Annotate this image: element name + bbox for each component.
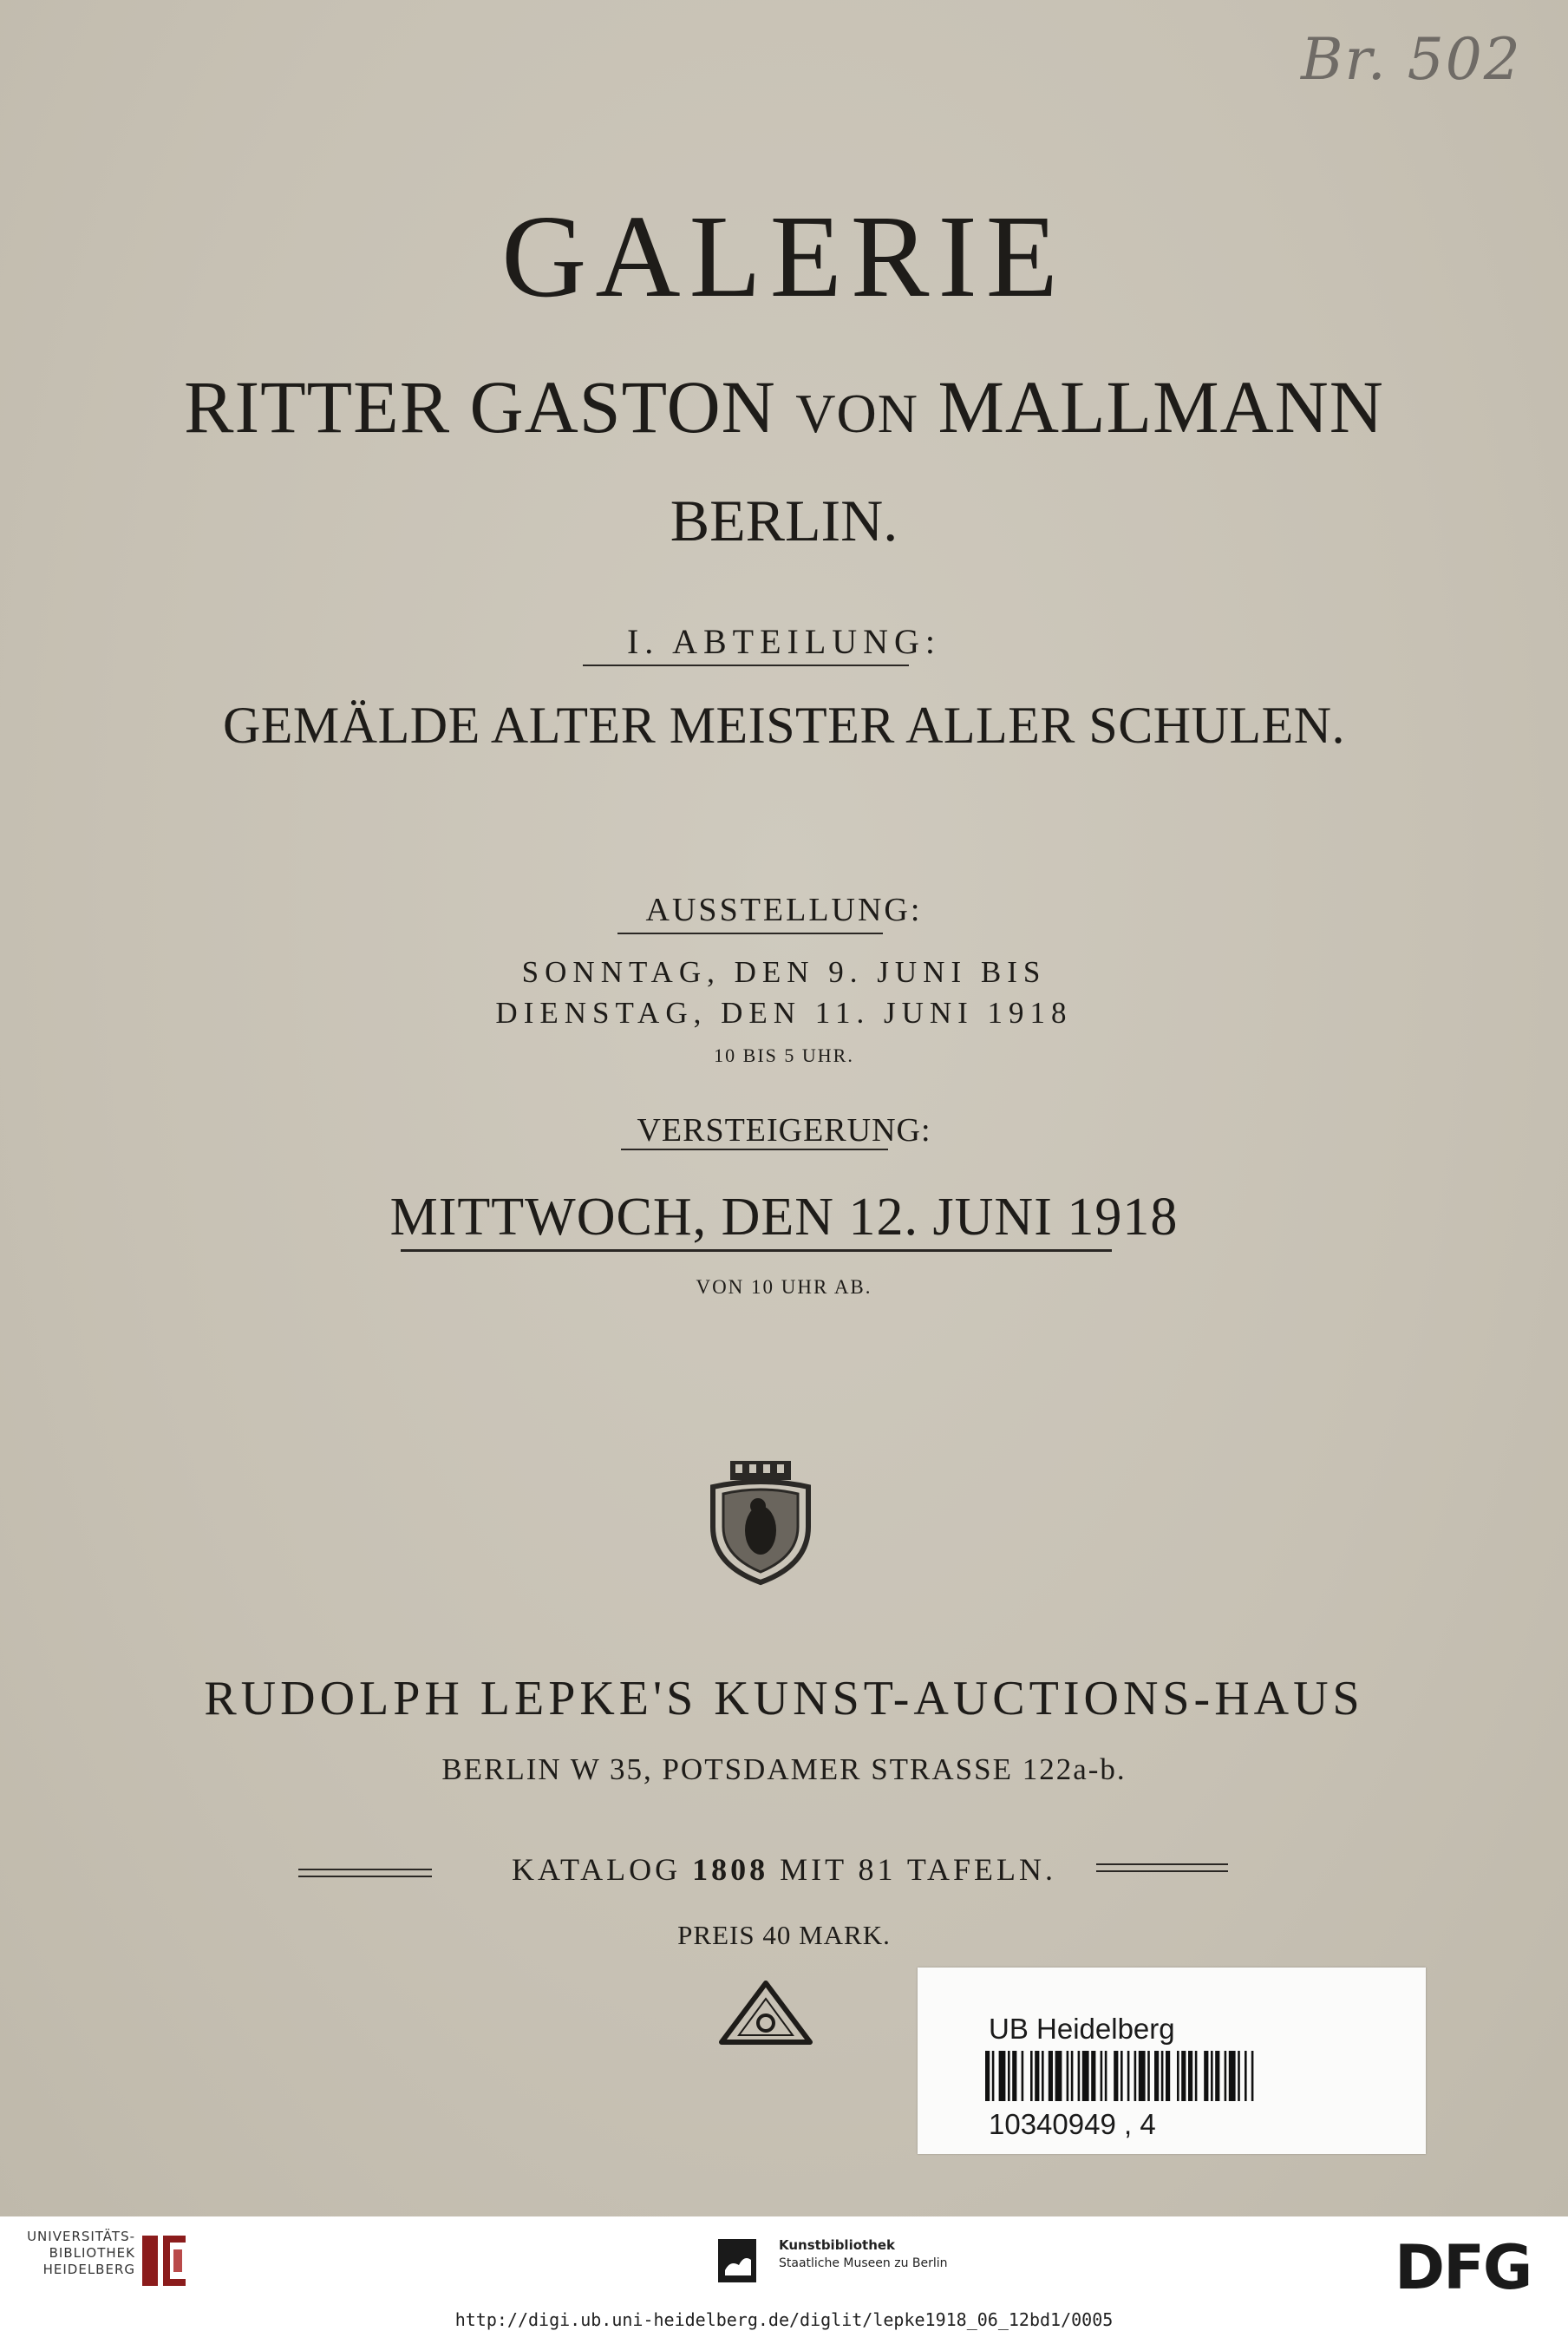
collector-name-von: VON	[795, 383, 918, 444]
kunstbibliothek-subtitle: Staatliche Museen zu Berlin	[779, 2256, 948, 2270]
exhibition-date-end: DIENSTAG, DEN 11. JUNI 1918	[495, 996, 1073, 1030]
auction-house-name: RUDOLPH LEPKE'S KUNST-AUCTIONS-HAUS	[204, 1672, 1364, 1725]
auction-date-underline	[401, 1249, 1112, 1252]
digitization-footer	[0, 2216, 1568, 2308]
collector-name-part2: MALLMANN	[938, 365, 1384, 449]
ub-logo-line2: BIBLIOTHEK	[49, 2245, 135, 2261]
kunstbibliothek-logo-icon	[718, 2239, 756, 2282]
auction-label-underline	[621, 1149, 888, 1150]
collector-name	[0, 365, 1568, 449]
barcode-icon	[985, 2051, 1363, 2101]
catalog-info	[0, 1854, 1568, 1885]
page-title: GALERIE	[501, 192, 1067, 322]
kunstbibliothek-name: Kunstbibliothek	[779, 2237, 896, 2253]
triangle-circle-mark-icon	[718, 1980, 813, 2046]
collector-city: BERLIN.	[670, 488, 898, 553]
exhibition-date-start: SONNTAG, DEN 9. JUNI BIS	[521, 955, 1047, 989]
auction-house-address: BERLIN W 35, POTSDAMER STRASSE 122a-b.	[441, 1752, 1127, 1786]
catalog-number: 1808	[692, 1852, 769, 1887]
exhibition-label-underline	[617, 933, 883, 934]
section-label-underline	[583, 665, 909, 666]
collector-name-part1: RITTER GASTON	[184, 365, 776, 449]
section-title: GEMÄLDE ALTER MEISTER ALLER SCHULEN.	[222, 697, 1346, 754]
exhibition-label: AUSSTELLUNG:	[645, 892, 923, 928]
source-url[interactable]: http://digi.ub.uni-heidelberg.de/diglit/lepke1918_06_12bd1/0005	[0, 2308, 1568, 2331]
auction-date: MITTWOCH, DEN 12. JUNI 1918	[389, 1188, 1179, 1247]
catalog-price: PREIS 40 MARK.	[677, 1920, 891, 1950]
catalog-prefix: KATALOG	[512, 1852, 682, 1887]
auction-time: VON 10 UHR AB.	[696, 1276, 872, 1298]
catalog-rule-right	[1096, 1863, 1228, 1872]
auction-label: VERSTEIGERUNG:	[637, 1112, 931, 1149]
ub-heidelberg-logo-icon	[139, 2230, 189, 2291]
handwritten-shelfmark: Br. 502	[1301, 26, 1522, 93]
ub-logo-line3: HEIDELBERG	[42, 2262, 135, 2277]
ub-logo-line1: UNIVERSITÄTS-	[27, 2229, 135, 2244]
catalog-suffix: MIT 81 TAFELN.	[780, 1852, 1056, 1887]
section-label: I. ABTEILUNG:	[626, 622, 942, 661]
dfg-logo: DFG	[1395, 2232, 1532, 2303]
library-label-number: 10340949 , 4	[989, 2108, 1156, 2140]
exhibition-hours: 10 BIS 5 UHR.	[714, 1044, 854, 1066]
library-label	[918, 1968, 1426, 2154]
ub-heidelberg-logo-text	[7, 2229, 135, 2278]
library-label-title: UB Heidelberg	[989, 2013, 1175, 2045]
coat-of-arms-bear-icon	[704, 1457, 817, 1586]
